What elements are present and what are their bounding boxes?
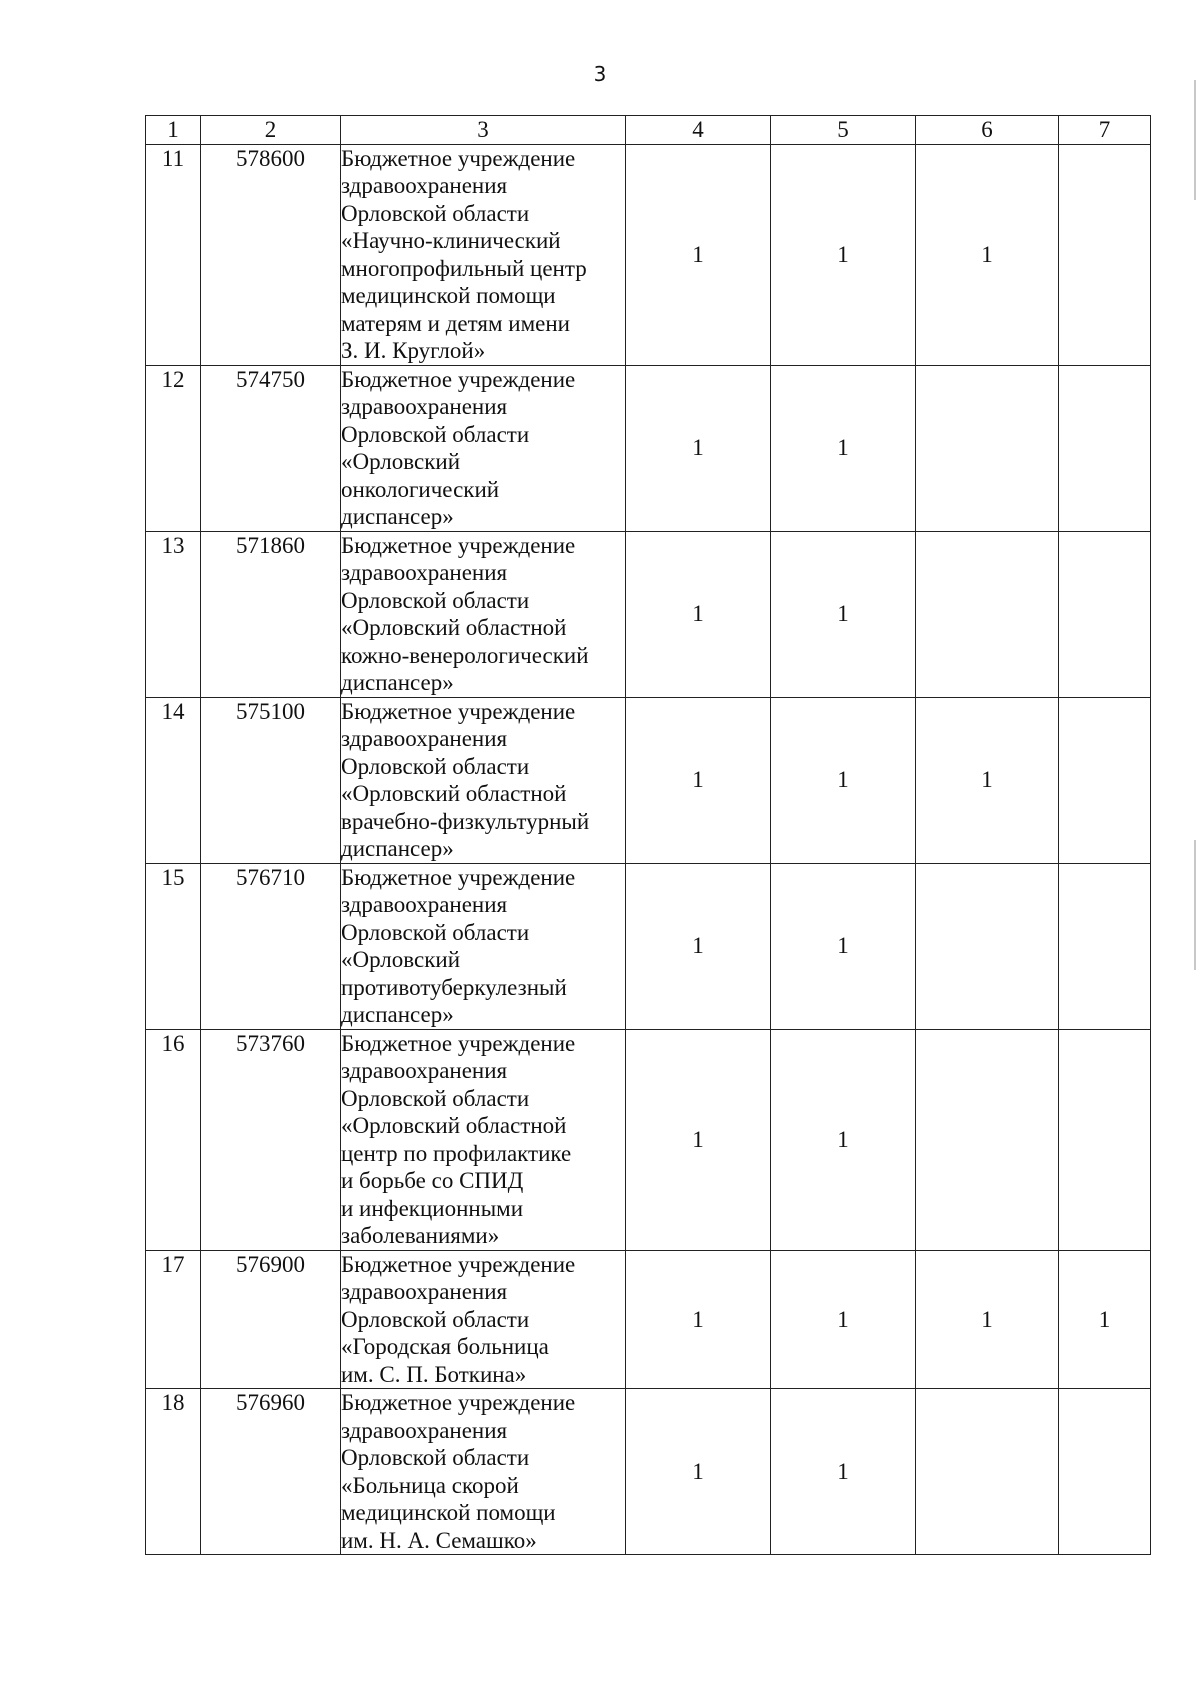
institution-code: 576900 [201, 1250, 341, 1389]
institution-name-line: здравоохранения [341, 892, 508, 917]
row-number: 18 [146, 1389, 201, 1555]
institution-name [341, 1389, 626, 1555]
cell-col7 [1059, 144, 1151, 365]
institution-name-line: диспансер» [341, 504, 454, 529]
cell-col4: 1 [626, 144, 771, 365]
header-col-2: 2 [201, 116, 341, 145]
cell-col4: 1 [626, 365, 771, 531]
cell-col6 [916, 863, 1059, 1029]
cell-col7 [1059, 697, 1151, 863]
cell-col7 [1059, 1389, 1151, 1555]
row-number: 16 [146, 1029, 201, 1250]
cell-col7 [1059, 863, 1151, 1029]
row-number: 11 [146, 144, 201, 365]
cell-col5: 1 [771, 531, 916, 697]
table-row [146, 144, 1151, 365]
cell-col5: 1 [771, 365, 916, 531]
institution-name-line: Бюджетное учреждение [341, 145, 576, 171]
institution-name-line: «Орловский [341, 947, 461, 972]
institution-name-line: Бюджетное учреждение [341, 864, 576, 890]
institution-code: 571860 [201, 531, 341, 697]
institution-code: 574750 [201, 365, 341, 531]
institution-name-line: «Больница скорой [341, 1472, 519, 1498]
institution-name-line: диспансер» [341, 1002, 454, 1027]
cell-col5: 1 [771, 697, 916, 863]
header-col-3: 3 [341, 116, 626, 145]
cell-col7: 1 [1059, 1250, 1151, 1389]
institution-name-line: здравоохранения [341, 1058, 508, 1083]
institution-code: 576960 [201, 1389, 341, 1555]
header-row [146, 116, 1151, 145]
institution-name-line: кожно-венерологический [341, 642, 589, 668]
row-number: 14 [146, 697, 201, 863]
table-body [146, 144, 1151, 1555]
institution-name-line: Орловской области [341, 1306, 530, 1332]
institution-name-line: и борьбе со СПИД [341, 1168, 524, 1193]
cell-col4: 1 [626, 1389, 771, 1555]
institution-code: 573760 [201, 1029, 341, 1250]
institution-name-line: «Орловский областной [341, 1113, 567, 1138]
institution-name-line: им. Н. А. Семашко» [341, 1527, 537, 1553]
institution-name-line: Бюджетное учреждение [341, 1030, 576, 1056]
institution-name [341, 1029, 626, 1250]
row-number: 13 [146, 531, 201, 697]
institution-name [341, 697, 626, 863]
institution-name-line: матерям и детям имени [341, 310, 570, 336]
cell-col4: 1 [626, 1250, 771, 1389]
table-row [146, 1029, 1151, 1250]
institution-name-line: Бюджетное учреждение [341, 532, 576, 558]
cell-col7 [1059, 1029, 1151, 1250]
institution-name-line: З. И. Круглой» [341, 338, 486, 363]
institution-name-line: «Научно-клинический [341, 228, 561, 253]
institution-name-line: им. С. П. Боткина» [341, 1361, 527, 1387]
institution-name-line: Бюджетное учреждение [341, 698, 576, 724]
institution-name [341, 863, 626, 1029]
institution-name-line: многопрофильный центр [341, 255, 587, 281]
page-number: 3 [593, 62, 607, 86]
institution-name-line: противотуберкулезный [341, 974, 567, 1000]
institution-name-line: «Орловский областной [341, 615, 567, 640]
institution-name-line: центр по профилактике [341, 1140, 572, 1166]
cell-col6 [916, 1389, 1059, 1555]
row-number: 12 [146, 365, 201, 531]
table-row [146, 1250, 1151, 1389]
cell-col6: 1 [916, 144, 1059, 365]
institution-name-line: врачебно-физкультурный [341, 808, 590, 834]
institution-name-line: здравоохранения [341, 173, 508, 198]
institution-name-line: медицинской помощи [341, 283, 556, 308]
institution-code: 576710 [201, 863, 341, 1029]
institution-name-line: Орловской области [341, 421, 530, 447]
cell-col6: 1 [916, 1250, 1059, 1389]
institution-name-line: медицинской помощи [341, 1500, 556, 1525]
cell-col5: 1 [771, 144, 916, 365]
header-col-7: 7 [1059, 116, 1151, 145]
institution-name-line: диспансер» [341, 670, 454, 695]
cell-col6 [916, 1029, 1059, 1250]
institution-code: 575100 [201, 697, 341, 863]
institution-code: 578600 [201, 144, 341, 365]
cell-col5: 1 [771, 863, 916, 1029]
institution-name-line: Орловской области [341, 753, 530, 779]
scan-edge-mark [1194, 840, 1196, 970]
cell-col5: 1 [771, 1250, 916, 1389]
institution-name-line: онкологический [341, 476, 500, 502]
institution-name-line: здравоохранения [341, 726, 508, 751]
institution-name-line: Орловской области [341, 1085, 530, 1111]
institution-name-line: заболеваниями» [341, 1223, 500, 1248]
header-col-6: 6 [916, 116, 1059, 145]
table-row [146, 1389, 1151, 1555]
registry-table [145, 115, 1151, 1555]
institution-name-line: и инфекционными [341, 1195, 524, 1221]
institution-name-line: здравоохранения [341, 394, 508, 419]
header-col-5: 5 [771, 116, 916, 145]
header-col-4: 4 [626, 116, 771, 145]
institution-name-line: здравоохранения [341, 560, 508, 585]
institution-name-line: Орловской области [341, 587, 530, 613]
institution-name-line: Орловской области [341, 1445, 530, 1470]
institution-name [341, 1250, 626, 1389]
cell-col7 [1059, 365, 1151, 531]
scan-edge-mark [1194, 80, 1196, 200]
institution-name-line: Бюджетное учреждение [341, 1251, 576, 1277]
institution-name [341, 531, 626, 697]
table-row [146, 531, 1151, 697]
institution-name-line: Бюджетное учреждение [341, 1390, 576, 1415]
institution-name [341, 365, 626, 531]
cell-col4: 1 [626, 1029, 771, 1250]
cell-col7 [1059, 531, 1151, 697]
cell-col4: 1 [626, 697, 771, 863]
cell-col6 [916, 531, 1059, 697]
header-col-1: 1 [146, 116, 201, 145]
cell-col4: 1 [626, 863, 771, 1029]
institution-name-line: Орловской области [341, 919, 530, 945]
institution-name-line: «Орловский областной [341, 781, 567, 806]
institution-name-line: здравоохранения [341, 1279, 508, 1304]
institution-name-line: «Орловский [341, 449, 461, 474]
institution-name [341, 144, 626, 365]
cell-col6: 1 [916, 697, 1059, 863]
institution-name-line: Орловской области [341, 200, 530, 226]
row-number: 15 [146, 863, 201, 1029]
table-row [146, 365, 1151, 531]
table-row [146, 697, 1151, 863]
cell-col5: 1 [771, 1029, 916, 1250]
cell-col5: 1 [771, 1389, 916, 1555]
table-row [146, 863, 1151, 1029]
cell-col4: 1 [626, 531, 771, 697]
institution-name-line: диспансер» [341, 836, 454, 861]
institution-name-line: Бюджетное учреждение [341, 366, 576, 392]
institution-name-line: «Городская больница [341, 1334, 549, 1359]
row-number: 17 [146, 1250, 201, 1389]
cell-col6 [916, 365, 1059, 531]
institution-name-line: здравоохранения [341, 1417, 508, 1443]
